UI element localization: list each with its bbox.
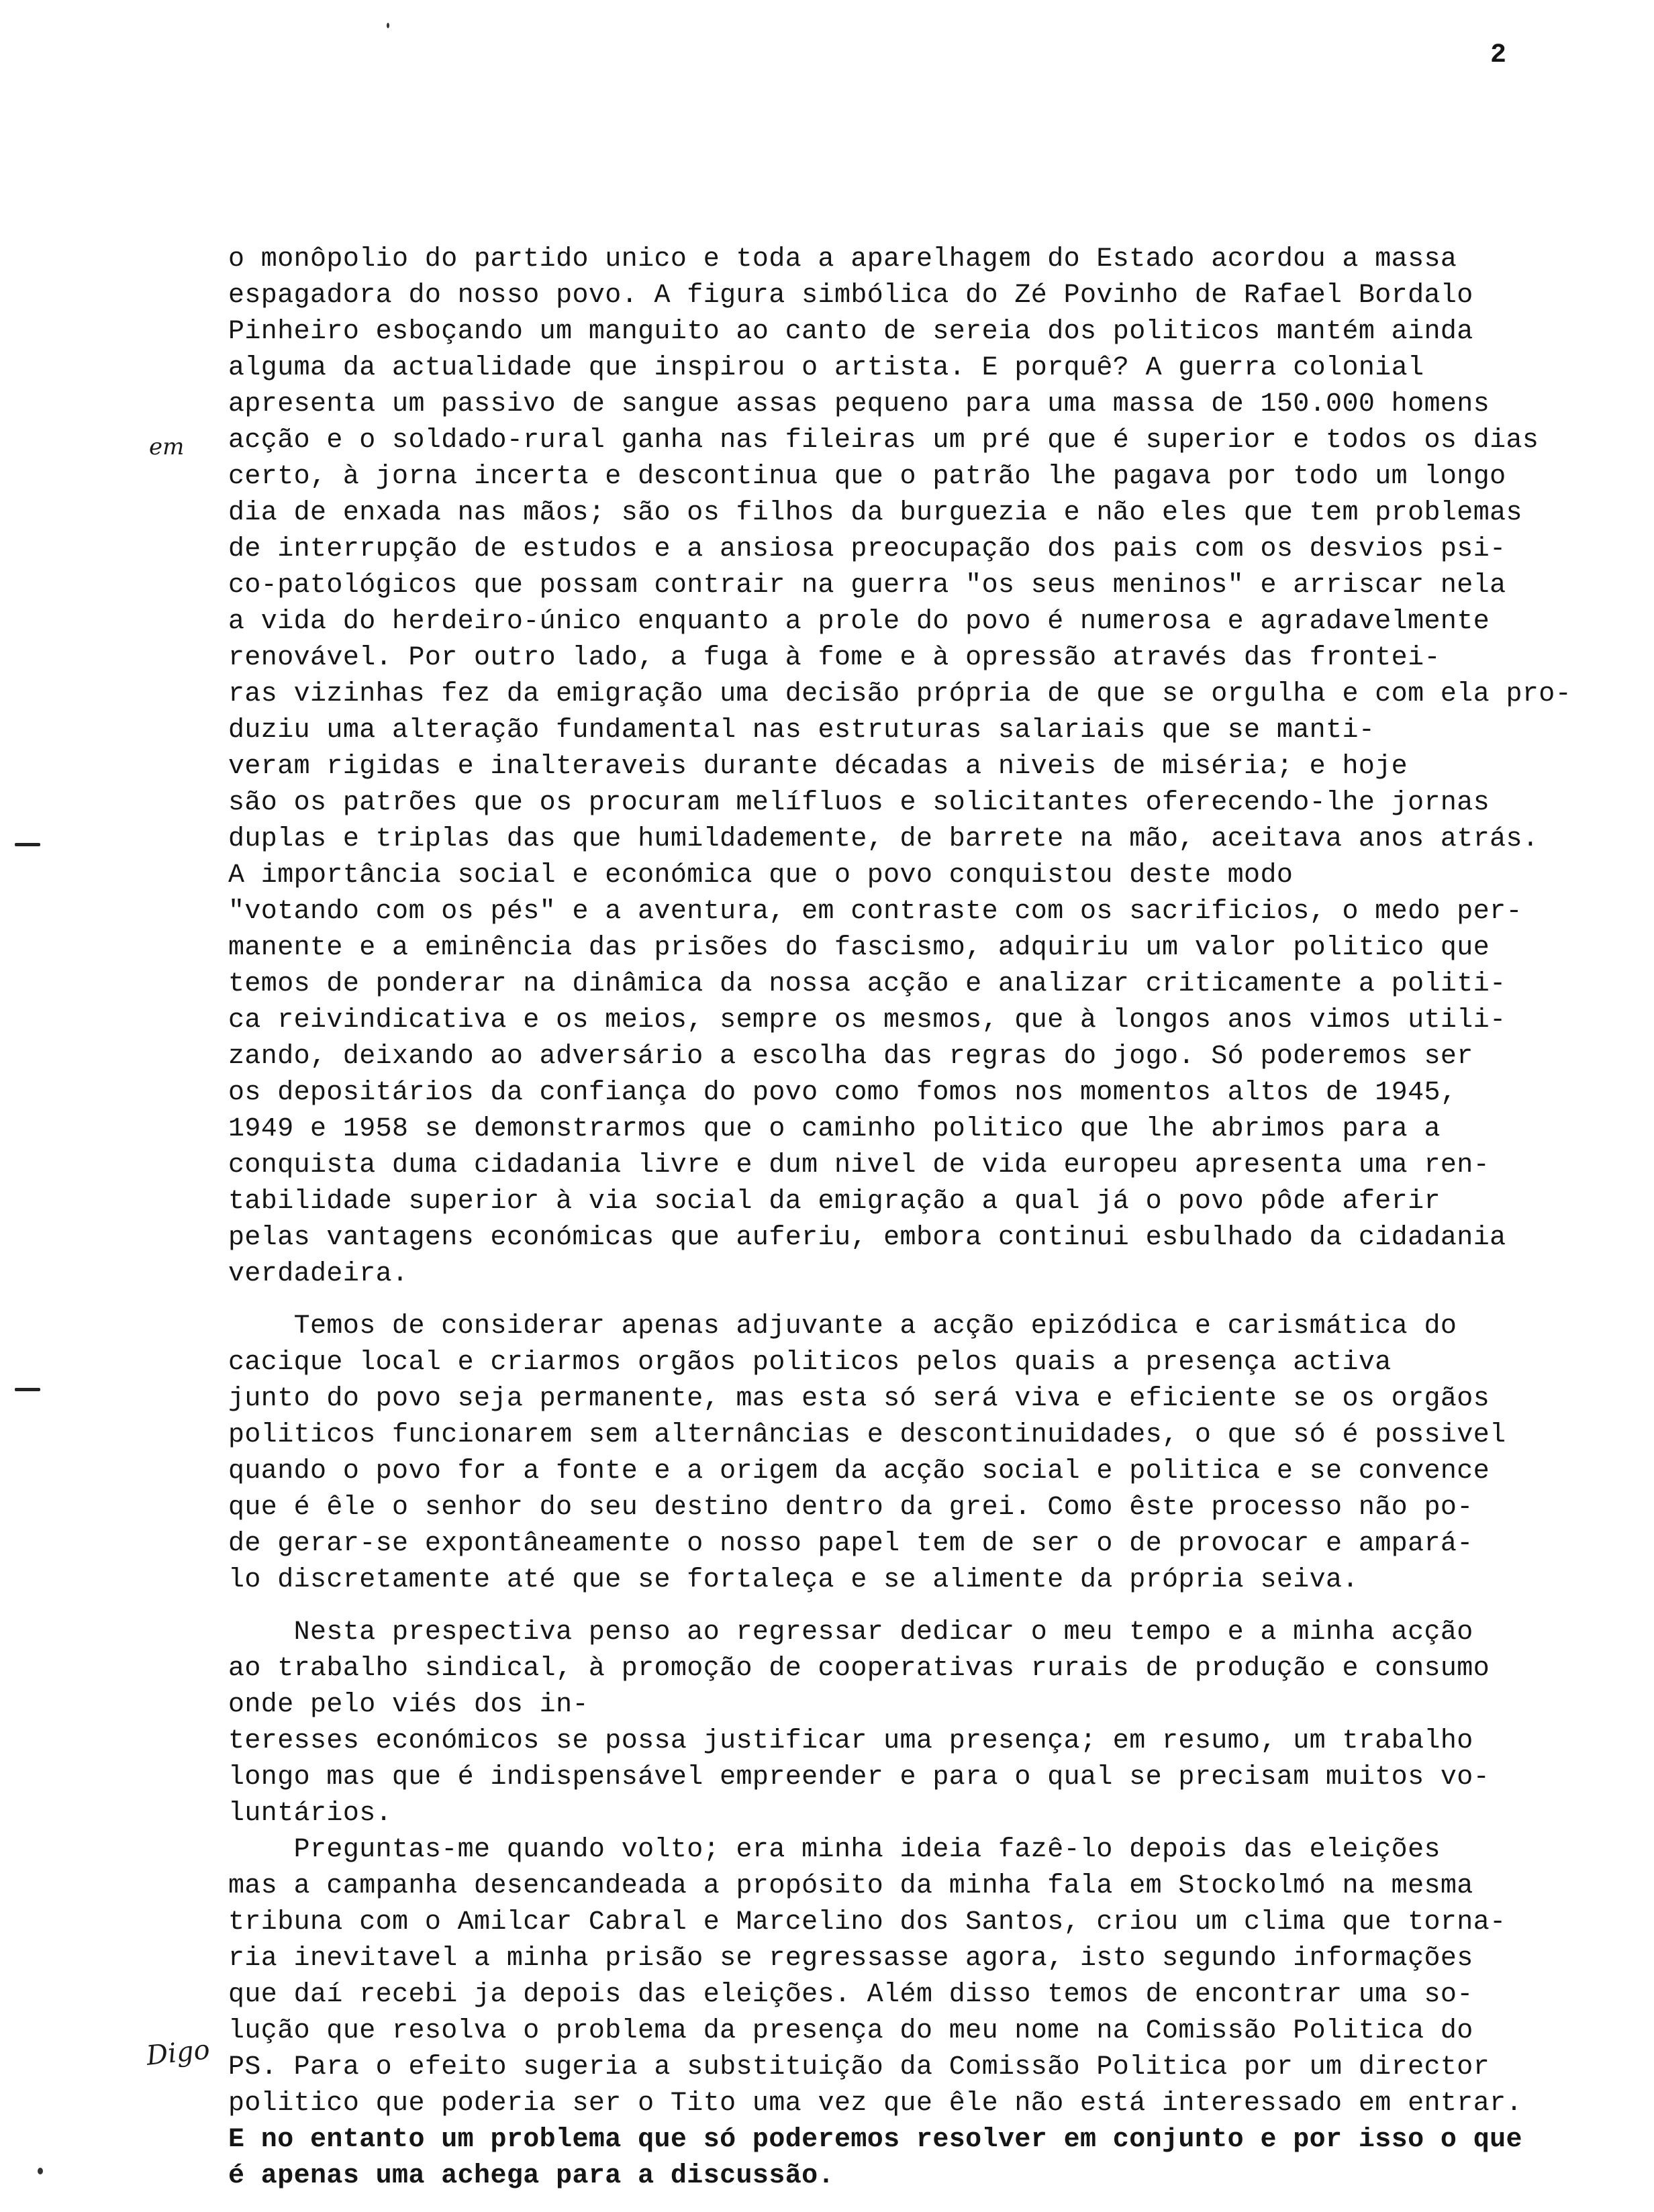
text-line: acção e o soldado-rural ganha nas fileiras um pré que é superior e todos os dias <box>228 425 1539 456</box>
text-line: tabilidade superior à via social da emigração a qual já o povo pôde aferir <box>228 1187 1441 1217</box>
text-line: certo, à jorna incerta e descontinua que o patrão lhe pagava por todo um longo <box>228 462 1506 492</box>
text-line: duplas e triplas das que humildademente, de barrete na mão, aceitava anos atrás. <box>228 824 1539 854</box>
text-line: Nesta prespectiva penso ao regressar dedicar o meu tempo e a minha acção <box>228 1617 1473 1648</box>
text-line: que daí recebi ja depois das eleições. Além disso temos de encontrar uma so- <box>228 1980 1473 2010</box>
text-line: lução que resolva o problema da presença do meu nome na Comissão Politica do <box>228 2016 1473 2046</box>
text-line: E no entanto um problema que só poderemos resolver em conjunto e por isso o que <box>228 2125 1522 2155</box>
text-line: os depositários da confiança do povo como fomos nos momentos altos de 1945, <box>228 1078 1457 1108</box>
text-line: ria inevitavel a minha prisão se regressasse agora, isto segundo informações <box>228 1944 1473 1974</box>
text-line: ca reivindicativa e os meios, sempre os mesmos, que à longos anos vimos utili- <box>228 1005 1506 1036</box>
text-line: duziu uma alteração fundamental nas estruturas salariais que se manti- <box>228 715 1375 746</box>
text-line: pelas vantagens económicas que auferiu, embora continui esbulhado da cidadania <box>228 1223 1506 1253</box>
margin-mark <box>15 1388 40 1391</box>
page-number: 2 <box>1490 40 1507 70</box>
letter-body <box>228 242 1604 2195</box>
text-line: o monôpolio do partido unico e toda a aparelhagem do Estado acordou a massa <box>228 244 1457 274</box>
margin-mark <box>15 843 40 846</box>
paragraph-1 <box>228 242 1604 1293</box>
text-line: zando, deixando ao adversário a escolha das regras do jogo. Só poderemos ser <box>228 1042 1473 1072</box>
text-line: teresses económicos se possa justificar uma presença; em resumo, um trabalho <box>228 1726 1473 1756</box>
text-line: são os patrões que os procuram melífluos e solicitantes oferecendo-lhe jornas <box>228 788 1490 818</box>
text-line: apresenta um passivo de sangue assas pequeno para uma massa de 150.000 homens <box>228 389 1490 419</box>
text-line: luntários. <box>228 1799 393 1829</box>
text-line: PS. Para o efeito sugeria a substituição da Comissão Politica por um director <box>228 2052 1490 2082</box>
text-line: tribuna com o Amilcar Cabral e Marcelino dos Santos, criou um clima que torna- <box>228 1907 1506 1938</box>
paper-speck <box>38 2168 43 2174</box>
text-line: ao trabalho sindical, à promoção de cooperativas rurais de produção e consumo <box>228 1654 1490 1684</box>
text-line: politico que poderia ser o Tito uma vez que êle não está interessado em entrar. <box>228 2089 1522 2119</box>
text-line: cacique local e criarmos orgãos politicos pelos quais a presença activa <box>228 1348 1392 1378</box>
text-line: quando o povo for a fonte e a origem da acção social e politica e se convence <box>228 1456 1490 1487</box>
paragraph-4 <box>228 1832 1604 2195</box>
text-line: mas a campanha desencandeada a propósito da minha fala em Stockolmó na mesma <box>228 1871 1473 1901</box>
text-line: onde pelo viés dos in- <box>228 1690 589 1720</box>
text-line: junto do povo seja permanente, mas esta só será viva e eficiente se os orgãos <box>228 1384 1490 1414</box>
text-line: temos de ponderar na dinâmica da nossa acção e analizar criticamente a politi- <box>228 969 1506 999</box>
text-line: Preguntas-me quando volto; era minha ideia fazê-lo depois das eleições <box>228 1835 1441 1865</box>
text-line: 1949 e 1958 se demonstrarmos que o caminho politico que lhe abrimos para a <box>228 1114 1441 1144</box>
text-line: manente e a eminência das prisões do fascismo, adquiriu um valor politico que <box>228 933 1490 963</box>
text-line: conquista duma cidadania livre e dum nivel de vida europeu apresenta uma ren- <box>228 1150 1490 1180</box>
text-line: politicos funcionarem sem alternâncias e descontinuidades, o que só é possivel <box>228 1420 1506 1450</box>
paragraph-2 <box>228 1309 1604 1599</box>
text-line: verdadeira. <box>228 1259 409 1289</box>
text-line: de gerar-se expontâneamente o nosso papel tem de ser o de provocar e ampará- <box>228 1529 1473 1559</box>
text-line: alguma da actualidade que inspirou o artista. E porquê? A guerra colonial <box>228 353 1424 383</box>
text-line: Temos de considerar apenas adjuvante a acção epizódica e carismática do <box>228 1311 1457 1342</box>
text-line: Pinheiro esboçando um manguito ao canto de sereia dos politicos mantém ainda <box>228 317 1473 347</box>
text-line: ras vizinhas fez da emigração uma decisão própria de que se orgulha e com ela pro- <box>228 679 1572 709</box>
paper-speck <box>387 23 389 28</box>
text-line: a vida do herdeiro-único enquanto a prole do povo é numerosa e agradavelmente <box>228 607 1490 637</box>
text-line: que é êle o senhor do seu destino dentro da grei. Como êste processo não po- <box>228 1493 1473 1523</box>
text-line: espagadora do nosso povo. A figura simbólica do Zé Povinho de Rafael Bordalo <box>228 281 1473 311</box>
margin-note-em: em <box>149 434 185 460</box>
text-line: dia de enxada nas mãos; são os filhos da burguezia e não eles que tem problemas <box>228 498 1522 528</box>
text-line: longo mas que é indispensável empreender e para o qual se precisam muitos vo- <box>228 1762 1490 1793</box>
paragraph-3 <box>228 1615 1604 1832</box>
text-line: veram rigidas e inalteraveis durante décadas a niveis de miséria; e hoje <box>228 752 1408 782</box>
text-line: "votando com os pés" e a aventura, em contraste com os sacrificios, o medo per- <box>228 897 1522 927</box>
text-line: co-patológicos que possam contrair na guerra "os seus meninos" e arriscar nela <box>228 570 1506 601</box>
text-line: de interrupção de estudos e a ansiosa preocupação dos pais com os desvios psi- <box>228 534 1506 564</box>
margin-note-digo: Digo <box>144 2034 211 2072</box>
text-line: é apenas uma achega para a discussão. <box>228 2161 834 2191</box>
text-line: lo discretamente até que se fortaleça e se alimente da própria seiva. <box>228 1565 1359 1595</box>
text-line: renovável. Por outro lado, a fuga à fome e à opressão através das frontei- <box>228 643 1441 673</box>
text-line: A importância social e económica que o povo conquistou deste modo <box>228 860 1294 891</box>
